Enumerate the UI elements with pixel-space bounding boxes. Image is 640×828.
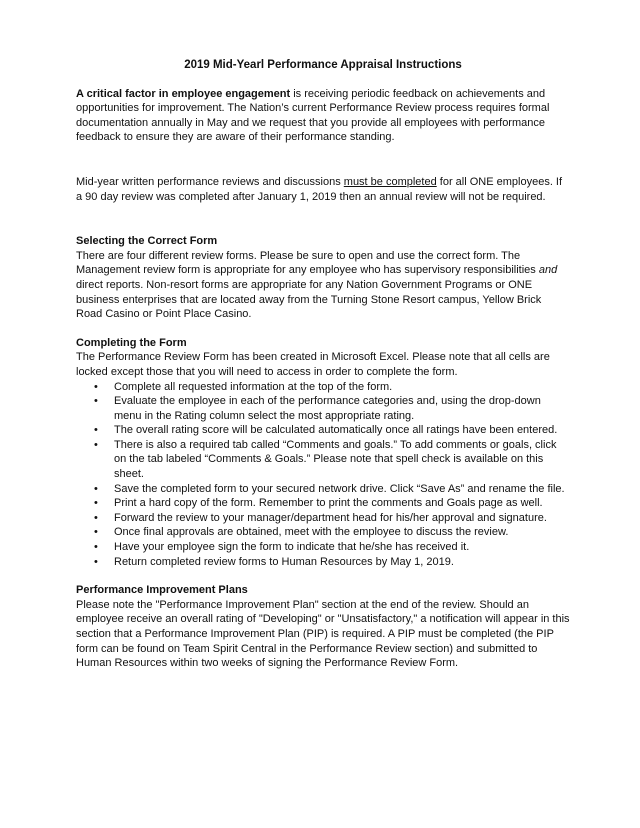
bullet-icon: • [94,511,98,524]
list-item-text: Save the completed form to your secured network drive. Click “Save As” and rename the file. [114,482,565,495]
completing-paragraph: The Performance Review Form has been created in Microsoft Excel. Please note that all cells are locked except those that you will need to access in order to complete the form. [76,351,550,378]
list-item [94,540,570,555]
selecting-text-after: direct reports. Non-resort forms are appropriate for any Nation Government Programs or ONE business enterprises that are located away from the Turning Stone Resort campus, Yellow Brick Road Casino or Point Place Casino. [76,278,542,321]
intro-lead-bold: A critical factor in employee engagement [76,87,291,100]
list-item [94,525,570,540]
midyear-underlined: must be completed [343,175,437,188]
list-item [94,394,570,423]
pip-section [76,583,570,671]
list-item [94,423,570,438]
bullet-icon: • [94,395,98,408]
list-item-text: Evaluate the employee in each of the performance categories and, using the drop-down menu in the Rating column select the most appropriate rating. [114,395,541,422]
midyear-paragraph [76,175,570,204]
list-item [94,511,570,526]
completing-heading: Completing the Form [76,336,187,349]
list-item-text: Have your employee sign the form to indicate that he/she has received it. [114,541,470,554]
bullet-icon: • [94,424,98,437]
list-item [94,482,570,497]
list-item-text: Print a hard copy of the form. Remember to print the comments and Goals page as well. [114,497,543,510]
selecting-text-before: There are four different review forms. Please be sure to open and use the correct form. The Management review form is appropriate for any employee who has supervisory responsibilities [76,249,539,277]
bullet-icon: • [94,526,98,539]
completing-section [76,336,570,570]
list-item-text: The overall rating score will be calculated automatically once all ratings have been entered. [114,424,558,437]
selecting-section [76,234,570,322]
bullet-icon: • [94,380,98,393]
list-item-text: Forward the review to your manager/department head for his/her approval and signature. [114,511,547,524]
list-item-text: Complete all requested information at the top of the form. [114,380,393,393]
selecting-paragraph [76,249,570,322]
bullet-icon: • [94,497,98,510]
list-item [94,555,570,570]
intro-text: is receiving periodic feedback on achievements and opportunities for improvement. The Nation’s current Performance Review process requires formal documentation annually in May and we request that you provide all employees with performance feedback to ensure they are aware of their performance standing. [76,87,550,144]
bullet-icon: • [94,438,98,451]
document-title: 2019 Mid-Yearl Performance Appraisal Instructions [184,59,462,71]
list-item-text: Once final approvals are obtained, meet with the employee to discuss the review. [114,526,509,539]
list-item [94,496,570,511]
list-item-text: Return completed review forms to Human Resources by May 1, 2019. [114,555,454,568]
bullet-icon: • [94,482,98,495]
bullet-icon: • [94,541,98,554]
pip-paragraph: Please note the "Performance Improvement Plan" section at the end of the review. Should an employee receive an overall rating of "Developing" or "Unsatisfactory," a notification will appear in this section that a Performance Improvement Plan (PIP) is required. A PIP must be completed (the PIP form can be found on Team Spirit Central in the Performance Review section) and submitted to Human Resources within two weeks of signing the Performance Review Form. [76,598,570,670]
selecting-text-italic: and [538,264,558,277]
pip-heading: Performance Improvement Plans [76,584,248,597]
list-item [94,380,570,395]
midyear-text-before: Mid-year written performance reviews and discussions [76,175,344,188]
list-item-text: There is also a required tab called “Comments and goals.” To add comments or goals, click on the tab labeled “Comments & Goals.” Please note that spell check is available on this sheet. [114,438,557,481]
midyear-text-after: for all ONE employees. If a 90 day review was completed after January 1, 2019 then an annual review will not be required. [76,175,563,203]
completing-bullet-list [76,380,570,570]
list-item [94,438,570,482]
intro-paragraph [76,87,570,145]
selecting-heading: Selecting the Correct Form [76,235,218,248]
bullet-icon: • [94,555,98,568]
